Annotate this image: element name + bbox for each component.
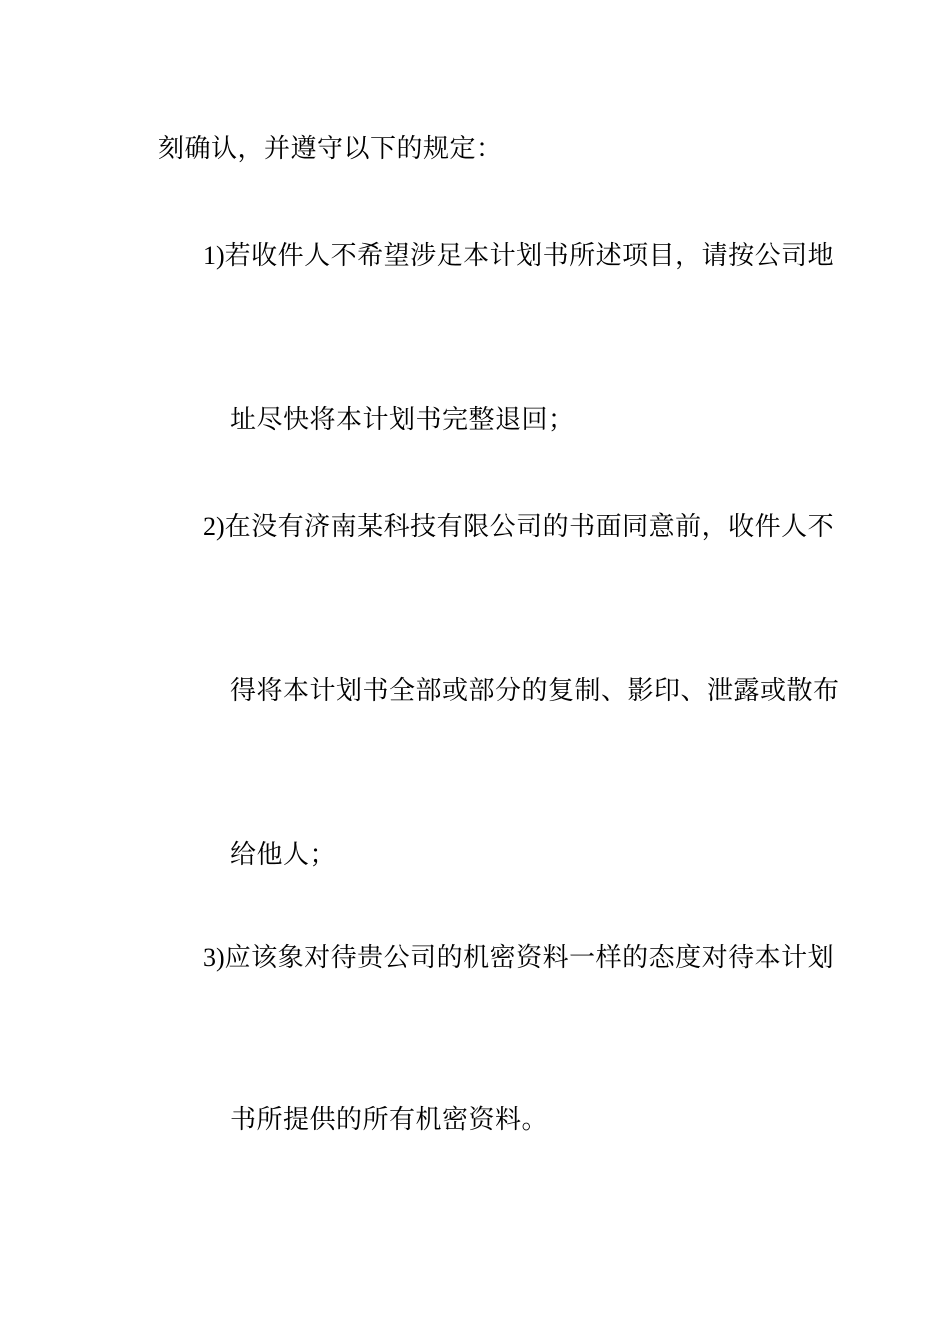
intro-line: 刻确认，并遵守以下的规定： [158,134,503,164]
list-item-1-continuation: 址尽快将本计划书完整退回； [230,405,575,435]
list-item-3-first-line [203,942,834,974]
list-item-1-first-line [203,240,834,272]
list-item-3-continuation: 书所提供的所有机密资料。 [230,1105,549,1135]
list-item-1-number: 1) [203,241,225,270]
list-item-2-continuation-2: 给他人； [230,840,337,870]
list-item-3-number: 3) [203,943,225,972]
list-item-2-text: 在没有济南某科技有限公司的书面同意前，收件人不 [224,512,835,542]
list-item-3-text: 应该象对待贵公司的机密资料一样的态度对待本计划 [224,943,835,973]
list-item-2-number: 2) [203,512,225,541]
list-item-1-text: 若收件人不希望涉足本计划书所述项目，请按公司地 [224,241,835,271]
list-item-2-continuation-1: 得将本计划书全部或部分的复制、影印、泄露或散布 [230,676,840,706]
list-item-2-first-line [203,511,834,543]
